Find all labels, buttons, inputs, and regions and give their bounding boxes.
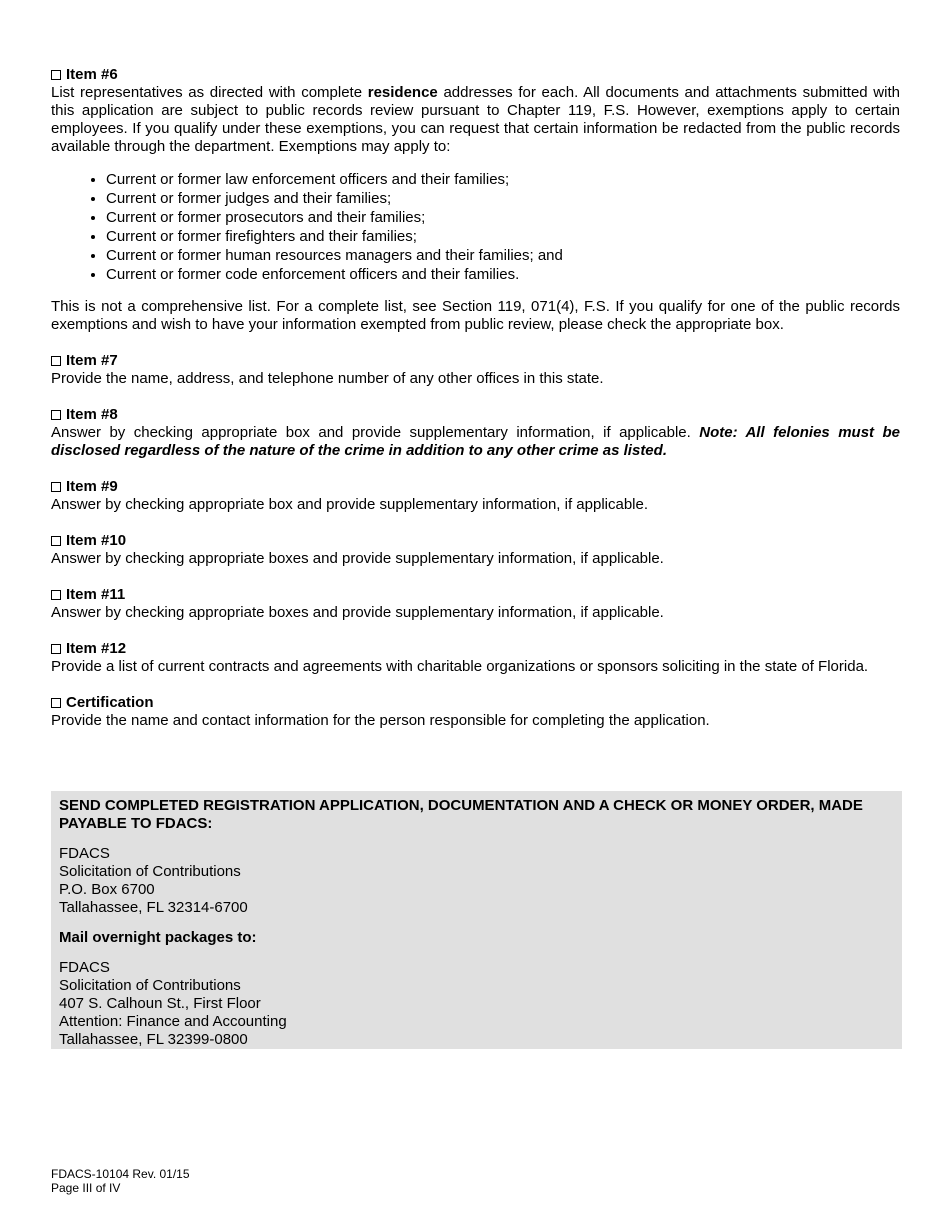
item-6 [51,66,900,334]
certification [51,694,900,730]
mailing-instructions-box [51,791,902,1049]
item-10-label: Item #10 [66,532,127,549]
address-line: Solicitation of Contributions [59,863,241,880]
item-8-label: Item #8 [66,406,118,423]
item-6-header [51,66,900,84]
item-6-paragraph-2: This is not a comprehensive list. For a complete list, see Section 119, 071(4), F.S. If you qualify for one of the public records exemptions and wish to have your information exempted from public review, please check the appropriate box. [51,298,900,333]
address-line: Attention: Finance and Accounting [59,1013,287,1030]
item-11-label: Item #11 [66,586,126,603]
item-7-text: Provide the name, address, and telephone number of any other offices in this state. [51,370,604,387]
page-number: Page III of IV [51,1181,121,1195]
item-11 [51,586,900,622]
address-line: 407 S. Calhoun St., First Floor [59,995,261,1012]
address-line: Tallahassee, FL 32399-0800 [59,1031,248,1048]
item-8-paragraph [51,424,900,460]
address-line: P.O. Box 6700 [59,881,155,898]
residence-emphasis: residence [367,84,438,101]
item-9-header [51,478,900,496]
list-item: • Current or former prosecutors and their families; [106,208,900,227]
page-footer [51,1167,190,1195]
checkbox-icon [51,70,61,80]
mailing-header: SEND COMPLETED REGISTRATION APPLICATION, DOCUMENTATION AND A CHECK OR MONEY ORDER, MADE PAYABLE TO FDACS: [59,797,863,832]
item-11-header [51,586,900,604]
mailing-address [59,845,894,917]
list-item: • Current or former law enforcement officers and their families; [106,170,900,189]
item-12-text: Provide a list of current contracts and agreements with charitable organizations or sponsors soliciting in the state of Florida. [51,658,869,675]
checkbox-icon [51,698,61,708]
item-12-header [51,640,900,658]
list-item: • Current or former human resources managers and their families; and [106,246,900,265]
item-9-label: Item #9 [66,478,118,495]
item-10-header [51,532,900,550]
checkbox-icon [51,410,61,420]
item-6-paragraph [51,84,900,156]
form-id: FDACS-10104 Rev. 01/15 [51,1167,190,1181]
item-8-note: Note: All felonies must be disclosed regardless of the nature of the crime in addition to any other crime as listed. [51,424,900,459]
certification-text: Provide the name and contact information for the person responsible for completing the application. [51,712,710,729]
item-10-text: Answer by checking appropriate boxes and provide supplementary information, if applicable. [51,550,664,567]
address-line: FDACS [59,845,110,862]
item-7-label: Item #7 [66,352,118,369]
address-line: FDACS [59,959,110,976]
overnight-label: Mail overnight packages to: [59,929,257,946]
item-6-label: Item #6 [66,66,118,83]
address-line: Tallahassee, FL 32314-6700 [59,899,248,916]
item-9-text: Answer by checking appropriate box and provide supplementary information, if applicable. [51,496,649,513]
checkbox-icon [51,356,61,366]
address-line: Solicitation of Contributions [59,977,241,994]
item-8-text: Answer by checking appropriate box and provide supplementary information, if applicable. [51,424,700,441]
checkbox-icon [51,482,61,492]
overnight-address [59,959,894,1049]
checkbox-icon [51,644,61,654]
item-6-text-a: List representatives as directed with complete [51,84,368,101]
checkbox-icon [51,590,61,600]
item-8 [51,406,900,460]
instructions-section [51,66,900,748]
list-item: • Current or former firefighters and their families; [106,227,900,246]
item-7 [51,352,900,388]
item-11-text: Answer by checking appropriate boxes and provide supplementary information, if applicable. [51,604,664,621]
item-7-header [51,352,900,370]
item-6-text-b: addresses for each. All documents and attachments submitted with this application are subject to public records review pursuant to Chapter 119, F.S. However, exemptions apply to certain employees. If you qualify under these exemptions, you can request that certain information be redacted from the public records available through the department. Exemptions may apply to: [51,84,900,155]
item-9 [51,478,900,514]
list-item: • Current or former code enforcement officers and their families. [106,265,900,284]
list-item: • Current or former judges and their families; [106,189,900,208]
certification-header [51,694,900,712]
item-12 [51,640,900,676]
checkbox-icon [51,536,61,546]
exemptions-list [51,170,900,284]
item-12-label: Item #12 [66,640,127,657]
item-8-header [51,406,900,424]
certification-label: Certification [66,694,154,711]
item-10 [51,532,900,568]
